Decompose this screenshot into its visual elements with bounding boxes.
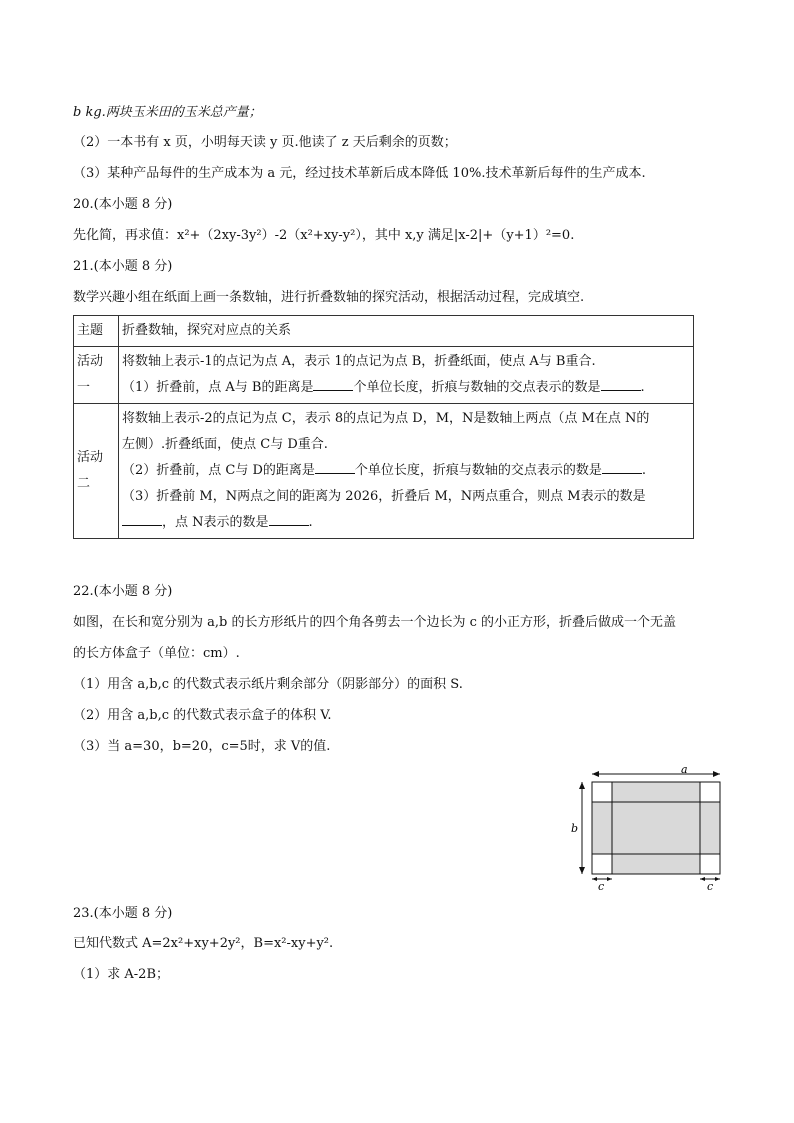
answer-blank[interactable]: [122, 511, 162, 526]
answer-blank[interactable]: [269, 511, 309, 526]
table-text: .: [308, 515, 313, 530]
answer-blank[interactable]: [315, 459, 355, 474]
table-cell: 活动二: [74, 404, 119, 539]
q21-heading: 21.(本小题 8 分): [73, 259, 173, 274]
table-cell: 折叠数轴，探究对应点的关系: [119, 316, 694, 347]
table-row: [74, 347, 694, 404]
table-text: [122, 375, 690, 401]
table-text: ，点 N表示的数是: [162, 515, 269, 530]
answer-blank[interactable]: [313, 376, 353, 391]
table-text: 左侧）.折叠纸面，使点 C与 D重合.: [122, 437, 328, 452]
text-line-l3: （3）某种产品每件的生产成本为 a 元，经过技术革新后成本降低 10%.技术革新后每件的生产成本.: [73, 166, 646, 181]
table-row: [74, 316, 694, 347]
table-text: .: [640, 380, 645, 395]
q23-body: 已知代数式 A=2x²+xy+2y²，B=x²-xy+y².: [73, 936, 334, 951]
q23-part-1: （1）求 A-2B；: [73, 967, 170, 982]
table-text: [122, 510, 690, 536]
table-cell: [119, 347, 694, 404]
q20-heading: 20.(本小题 8 分): [73, 197, 173, 212]
label-c-right: c: [707, 880, 714, 892]
table-text: 将数轴上表示-1的点记为点 A，表示 1的点记为点 B，折叠纸面，使点 A与 B重合.: [122, 354, 596, 369]
q23-heading: 23.(本小题 8 分): [73, 906, 173, 921]
q22-part-1: （1）用含 a,b,c 的代数式表示纸片剩余部分（阴影部分）的面积 S.: [73, 677, 463, 692]
table-text: 个单位长度，折痕与数轴的交点表示的数是: [353, 380, 601, 395]
table-cell: 主题: [74, 316, 119, 347]
text-line-l2: （2）一本书有 x 页，小明每天读 y 页.他读了 z 天后剩余的页数；: [73, 135, 457, 150]
table-text: （2）折叠前，点 C与 D的距离是: [122, 463, 315, 478]
answer-blank[interactable]: [602, 459, 642, 474]
q22-body-1: 如图，在长和宽分别为 a,b 的长方形纸片的四个角各剪去一个边长为 c 的小正方形，折叠后做成一个无盖: [73, 615, 677, 630]
table-cell: [119, 404, 694, 539]
label-c-left: c: [598, 880, 605, 892]
table-text: 将数轴上表示-2的点记为点 C，表示 8的点记为点 D，M，N是数轴上两点（点 M在点 N的: [122, 411, 650, 426]
q20-body: 先化简，再求值：x²+（2xy-3y²）-2（x²+xy-y²），其中 x,y 满足|x-2|+（y+1）²=0.: [73, 228, 575, 243]
table-text: （1）折叠前，点 A与 B的距离是: [122, 380, 314, 395]
q22-part-3: （3）当 a=30，b=20，c=5时，求 V的值.: [73, 739, 331, 754]
label-a: a: [681, 763, 688, 776]
q22-body-2: 的长方体盒子（单位：cm）.: [73, 646, 240, 661]
q22-part-2: （2）用含 a,b,c 的代数式表示盒子的体积 V.: [73, 708, 332, 723]
table-text: 个单位长度，折痕与数轴的交点表示的数是: [354, 463, 602, 478]
q22-heading: 22.(本小题 8 分): [73, 584, 173, 599]
box-net-figure: [568, 762, 728, 892]
answer-blank[interactable]: [601, 376, 641, 391]
label-b: b: [571, 822, 579, 835]
table-row: [74, 404, 694, 539]
table-cell: 活动一: [74, 347, 119, 404]
q21-body: 数学兴趣小组在纸面上画一条数轴，进行折叠数轴的探究活动，根据活动过程，完成填空.: [73, 290, 585, 305]
activity-table: [73, 315, 694, 539]
table-text: .: [641, 463, 647, 478]
text-line-l1: b kg.两块玉米田的玉米总产量；: [73, 105, 262, 120]
table-text: （3）折叠前 M，N两点之间的距离为 2026，折叠后 M，N两点重合，则点 M表示的数是: [122, 489, 646, 504]
table-text: [122, 458, 690, 484]
